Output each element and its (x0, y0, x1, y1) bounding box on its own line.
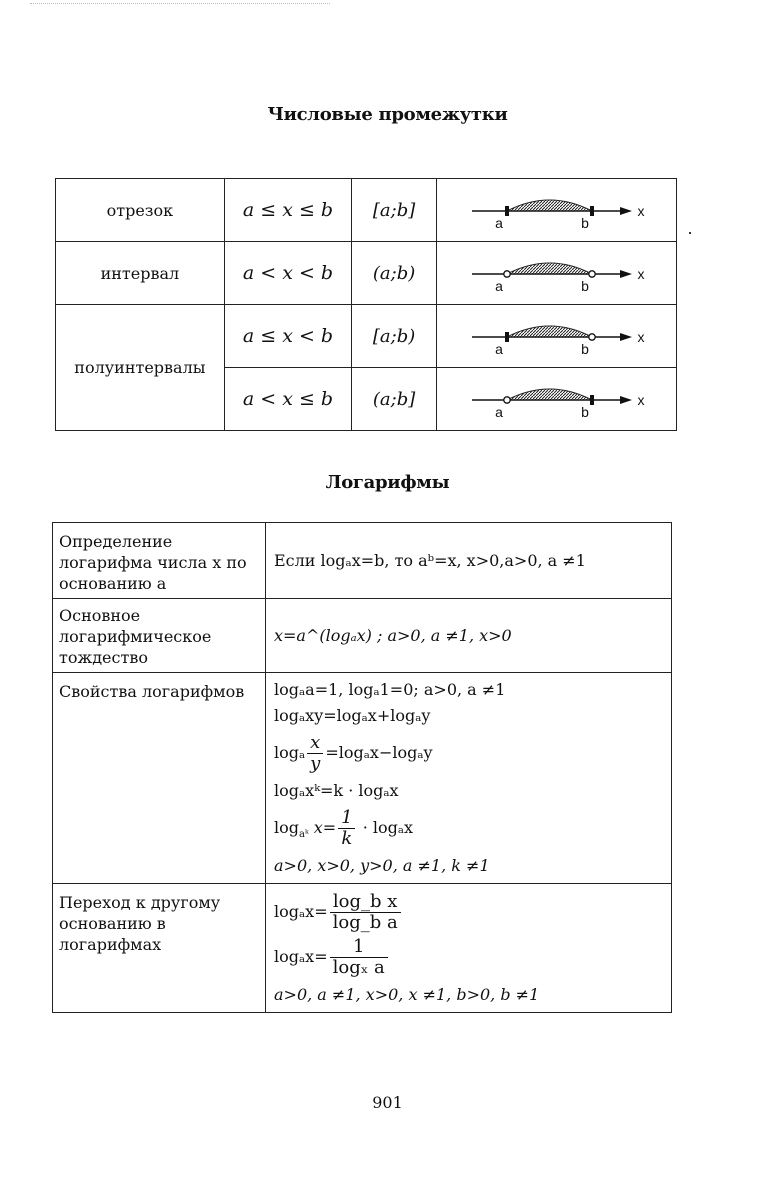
change-base-1 (274, 892, 663, 933)
fraction (330, 937, 388, 978)
property-5-suffix: · logₐx (362, 818, 414, 837)
fraction-numerator: 1 (352, 936, 365, 957)
table-row (53, 523, 672, 599)
intervals-table (55, 178, 677, 431)
axis-label-x: x (637, 266, 645, 282)
definition-content (266, 523, 672, 599)
property-3-suffix: =logₐx−logₐy (325, 743, 433, 762)
change-base-1-prefix: logₐx= (274, 902, 328, 921)
table-row (56, 242, 677, 305)
closed-endpoint (505, 332, 509, 342)
fraction (330, 892, 401, 933)
property-5-base: aᵏ (299, 829, 309, 841)
axis-label-a: a (495, 215, 503, 231)
arrow-icon (620, 207, 632, 215)
axis-label-a: a (495, 404, 503, 420)
arrow-icon (620, 270, 632, 278)
interval-notation: [a;b] (352, 179, 437, 242)
property-5-prefix: log (274, 818, 299, 837)
definition-label: Определение логарифма числа x по основанию a (53, 523, 266, 599)
table-row (53, 599, 672, 673)
change-base-conditions: a>0, a ≠1, x>0, x ≠1, b>0, b ≠1 (274, 985, 540, 1004)
interval-notation: (a;b) (352, 242, 437, 305)
fraction-denominator: y (307, 753, 323, 774)
change-base-label: Переход к другому основанию в логарифмах (53, 884, 266, 1013)
axis-label-a: a (495, 278, 503, 294)
property-4: logₐxᵏ=k · logₐx (274, 781, 399, 800)
axis-label-x: x (637, 329, 645, 345)
intervals-title: Числовые промежутки (267, 104, 508, 125)
fraction-denominator: logₓ a (330, 957, 388, 978)
closed-endpoint (590, 395, 594, 405)
open-endpoint (589, 334, 595, 340)
number-line (437, 369, 676, 429)
table-row (53, 884, 672, 1013)
axis-label-b: b (581, 278, 589, 294)
table-row (56, 305, 677, 368)
property-conditions: a>0, x>0, y>0, a ≠1, k ≠1 (274, 856, 490, 875)
number-line (437, 180, 676, 240)
fraction-denominator: log_b a (330, 912, 401, 933)
fraction (338, 808, 355, 849)
open-endpoint (504, 397, 510, 403)
number-line-cell (436, 179, 676, 242)
number-line-cell (436, 242, 676, 305)
fraction-numerator: 1 (341, 807, 353, 828)
page-number: 901 (372, 1093, 403, 1112)
interval-inequality: a < x ≤ b (224, 368, 351, 431)
logarithms-table (52, 522, 672, 1013)
closed-endpoint (505, 206, 509, 216)
identity-label: Основное логарифмическое тождество (53, 599, 266, 673)
axis-label-b: b (581, 215, 589, 231)
interval-inequality: a ≤ x ≤ b (224, 179, 351, 242)
identity-content (266, 599, 672, 673)
change-base-2 (274, 937, 663, 978)
fraction-numerator: log_b x (332, 891, 398, 912)
axis-label-b: b (581, 341, 589, 357)
fraction-denominator: k (338, 828, 355, 849)
axis-label-x: x (637, 392, 645, 408)
number-line-cell (436, 368, 676, 431)
interval-inequality: a < x < b (224, 242, 351, 305)
interval-name: отрезок (56, 179, 225, 242)
interval-shading (507, 263, 592, 274)
interval-name: интервал (56, 242, 225, 305)
logarithms-title: Логарифмы (325, 472, 450, 493)
interval-notation: (a;b] (352, 368, 437, 431)
change-base-2-prefix: logₐx= (274, 947, 328, 966)
number-line (437, 243, 676, 303)
property-2: logₐxy=logₐx+logₐy (274, 706, 431, 725)
arrow-icon (620, 333, 632, 341)
property-5 (274, 808, 663, 849)
identity-formula: x=a^(logₐx) ; a>0, a ≠1, x>0 (274, 625, 512, 645)
arrow-icon (620, 396, 632, 404)
scan-speck (689, 232, 691, 234)
table-row (56, 179, 677, 242)
property-3 (274, 733, 663, 774)
interval-notation: [a;b) (352, 305, 437, 368)
properties-content (266, 673, 672, 884)
interval-inequality: a ≤ x < b (224, 305, 351, 368)
open-endpoint (589, 271, 595, 277)
fraction-numerator: x (310, 732, 321, 753)
number-line-cell (436, 305, 676, 368)
property-5-mid: x= (313, 818, 337, 837)
change-base-content (266, 884, 672, 1013)
axis-label-x: x (637, 203, 645, 219)
number-line (437, 306, 676, 366)
property-1: logₐa=1, logₐ1=0; a>0, a ≠1 (274, 680, 506, 699)
axis-label-b: b (581, 404, 589, 420)
axis-label-a: a (495, 341, 503, 357)
property-3-prefix: logₐ (274, 743, 306, 762)
interval-name: полуинтервалы (56, 305, 225, 431)
open-endpoint (504, 271, 510, 277)
interval-shading (507, 389, 592, 400)
table-row (53, 673, 672, 884)
fraction (307, 733, 323, 774)
properties-label: Свойства логарифмов (53, 673, 266, 884)
closed-endpoint (590, 206, 594, 216)
interval-shading (507, 326, 592, 337)
definition-formula: Если logₐx=b, то aᵇ=x, x>0,a>0, a ≠1 (274, 550, 586, 570)
scan-edge-line (30, 3, 330, 4)
interval-shading (507, 200, 592, 211)
